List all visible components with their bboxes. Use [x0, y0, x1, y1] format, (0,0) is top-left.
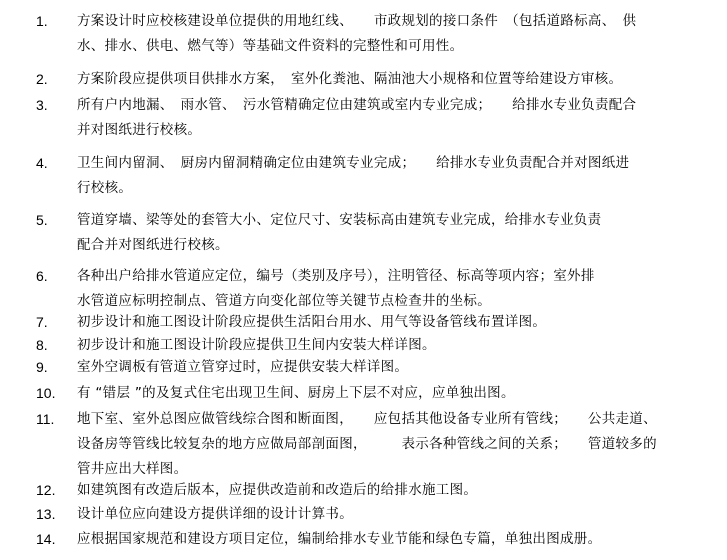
item-text-line: 设计单位应向建设方提供详细的设计计算书。 [77, 506, 353, 522]
item-text-line: 水、排水、供电、燃气等）等基础文件资料的完整性和可用性。 [77, 38, 464, 54]
item-text-line: 管井应出大样图。 [77, 461, 188, 477]
item-number: 3. [36, 97, 48, 113]
item-number: 2. [36, 71, 48, 87]
item-text-line: 初步设计和施工图设计阶段应提供生活阳台用水、用气等设备管线布置详图。 [77, 314, 547, 330]
item-number: 9. [36, 359, 48, 375]
item-number: 11. [36, 411, 55, 427]
item-text-line: 室外空调板有管道立管穿过时，应提供安装大样详图。 [77, 359, 409, 375]
item-number: 5. [36, 212, 48, 228]
item-text-line: 卫生间内留洞、 厨房内留洞精确定位由建筑专业完成； 给排水专业负责配合并对图纸进 [77, 155, 630, 171]
item-number: 14. [36, 531, 56, 547]
item-text-line: 行校核。 [77, 180, 133, 196]
item-number: 8. [36, 337, 48, 353]
item-text-line: 地下室、室外总图应做管线综合图和断面图， 应包括其他设备专业所有管线； 公共走道、 [77, 411, 657, 427]
item-text-line: 各种出户给排水管道应定位，编号（类别及序号），注明管径、标高等项内容；室外排 [77, 268, 595, 284]
item-text-line: 设备房等管线比较复杂的地方应做局部剖面图， 表示各种管线之间的关系； 管道较多的 [77, 436, 657, 452]
item-number: 7. [36, 314, 48, 330]
item-text-line: 所有户内地漏、 雨水管、 污水管精确定位由建筑或室内专业完成； 给排水专业负责配合 [77, 97, 637, 113]
item-text-line: 应根据国家规范和建设方项目定位，编制给排水专业节能和绿色专篇，单独出图成册。 [77, 531, 602, 547]
item-number: 1. [36, 13, 48, 29]
item-text-line: 水管道应标明控制点、管道方向变化部位等关键节点检查井的坐标。 [77, 293, 491, 309]
item-text-line: 初步设计和施工图设计阶段应提供卫生间内安装大样详图。 [77, 337, 436, 353]
item-text-line: 配合并对图纸进行校核。 [77, 237, 229, 253]
item-text-line: 如建筑图有改造后版本，应提供改造前和改造后的给排水施工图。 [77, 482, 478, 498]
item-number: 4. [36, 155, 48, 171]
item-text-line: 方案阶段应提供项目供排水方案， 室外化粪池、隔油池大小规格和位置等给建设方审核。 [77, 71, 623, 87]
item-text-line: 管道穿墙、梁等处的套管大小、定位尺寸、安装标高由建筑专业完成，给排水专业负责 [77, 212, 602, 228]
item-text-line: 方案设计时应校核建设单位提供的用地红线、 市政规划的接口条件 （包括道路标高、 供 [77, 13, 637, 29]
item-number: 12. [36, 482, 56, 498]
item-text-line: 并对图纸进行校核。 [77, 122, 202, 138]
item-text-line: 有 “错层 ”的及复式住宅出现卫生间、厨房上下层不对应，应单独出图。 [77, 385, 515, 401]
item-number: 10. [36, 385, 56, 401]
item-number: 6. [36, 268, 48, 284]
item-number: 13. [36, 506, 56, 522]
